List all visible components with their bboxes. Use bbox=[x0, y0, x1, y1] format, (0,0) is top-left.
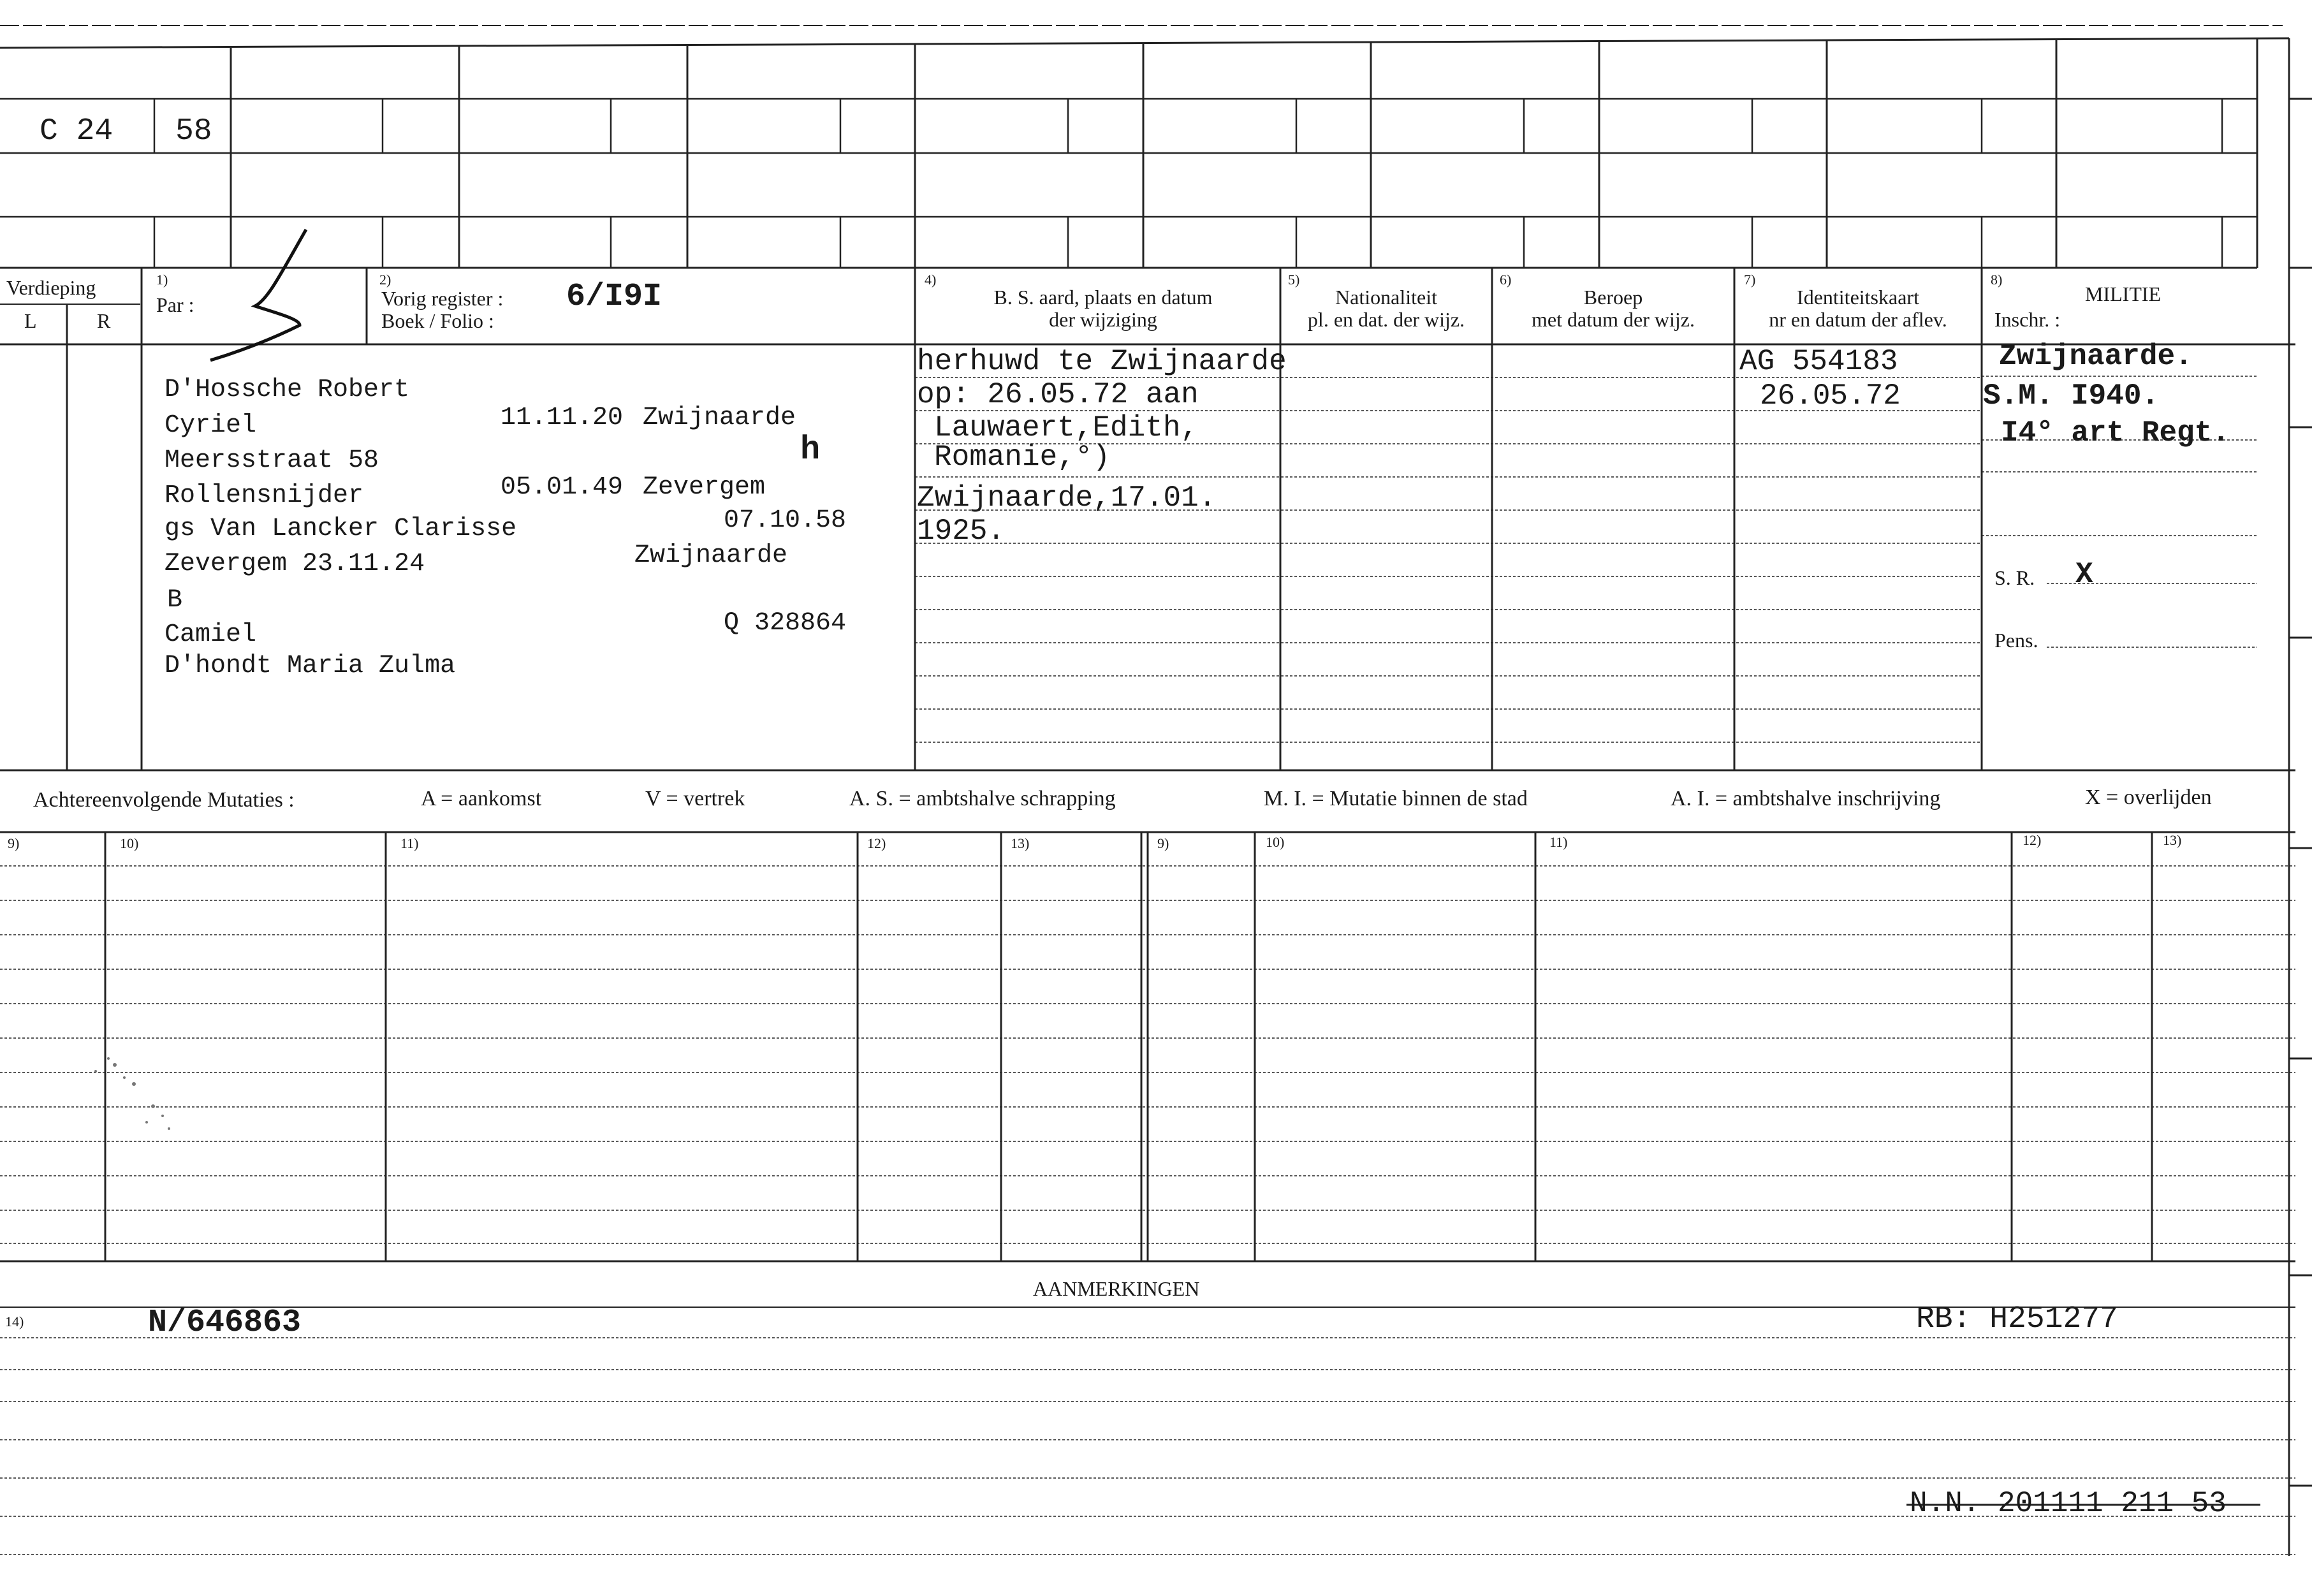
legend-mutatie-binnen-stad: M. I. = Mutatie binnen de stad bbox=[1264, 787, 1528, 810]
bs-header-line2: der wijziging bbox=[1049, 308, 1157, 331]
remarks-title: AANMERKINGEN bbox=[1033, 1277, 1200, 1300]
person-marriage-date: 07.10.58 bbox=[724, 506, 847, 535]
sr-value: X bbox=[2075, 558, 2093, 591]
person-marriage-place: Zwijnaarde bbox=[634, 541, 788, 570]
mutation-col-10-left: 10) bbox=[120, 835, 139, 851]
bs-entry-line6: 1925. bbox=[917, 515, 1006, 548]
remarks-nn-number: N.N. 201111 211 53 bbox=[1910, 1487, 2227, 1520]
bs-entry-line5: Zwijnaarde,17.01. bbox=[917, 481, 1217, 515]
mutation-col-11-left: 11) bbox=[400, 835, 419, 851]
field-number-14: 14) bbox=[5, 1314, 24, 1329]
sr-label: S. R. bbox=[1994, 566, 2035, 589]
legend-overlijden: X = overlijden bbox=[2085, 786, 2212, 809]
field-number-5: 5) bbox=[1288, 272, 1300, 288]
top-grid-code: C 24 bbox=[40, 114, 113, 149]
mutation-col-9-left: 9) bbox=[8, 835, 20, 851]
person-spouse-birth: Zevergem 23.11.24 bbox=[165, 550, 425, 578]
column-r-label: R bbox=[97, 309, 111, 332]
person-firstname: Cyriel bbox=[165, 411, 257, 440]
bs-entry-line3: Lauwaert,Edith, bbox=[934, 411, 1199, 444]
column-l-label: L bbox=[24, 309, 37, 332]
id-card-number: AG 554183 bbox=[1739, 345, 1898, 378]
legend-aankomst: A = aankomst bbox=[421, 787, 542, 810]
person-occupation-place: Zevergem bbox=[643, 473, 766, 502]
mutation-col-13-right: 13) bbox=[2163, 832, 2182, 848]
vorig-register-label: Vorig register : bbox=[381, 287, 504, 310]
par-label: Par : bbox=[156, 293, 194, 316]
field-number-8: 8) bbox=[1991, 272, 2003, 288]
mutation-col-12-right: 12) bbox=[2023, 832, 2042, 848]
field-number-6: 6) bbox=[1500, 272, 1512, 288]
beroep-header-line1: Beroep bbox=[1583, 286, 1643, 309]
identiteitskaart-header-line1: Identiteitskaart bbox=[1797, 286, 1919, 309]
field-number-4: 4) bbox=[925, 272, 937, 288]
vorig-register-value: 6/I9I bbox=[566, 279, 662, 315]
mutation-col-11-right: 11) bbox=[1549, 834, 1568, 850]
person-birth-place: Zwijnaarde bbox=[643, 404, 796, 432]
bs-entry-line1: herhuwd te Zwijnaarde bbox=[917, 345, 1287, 378]
militie-class: S.M. I940. bbox=[1983, 379, 2160, 413]
person-father: Camiel bbox=[165, 620, 257, 649]
bs-header-line1: B. S. aard, plaats en datum bbox=[993, 286, 1213, 309]
remarks-n-number: N/646863 bbox=[148, 1305, 302, 1341]
person-registration-no: Q 328864 bbox=[724, 609, 847, 638]
person-spouse: gs Van Lancker Clarisse bbox=[165, 515, 517, 543]
person-mother: D'hondt Maria Zulma bbox=[165, 652, 456, 680]
legend-ambtshalve-schrapping: A. S. = ambtshalve schrapping bbox=[849, 787, 1116, 810]
person-occupation-date: 05.01.49 bbox=[501, 473, 624, 502]
pens-label: Pens. bbox=[1994, 629, 2038, 652]
nationaliteit-header-line2: pl. en dat. der wijz. bbox=[1307, 308, 1465, 331]
person-letter-b: B bbox=[167, 586, 183, 615]
id-card-date: 26.05.72 bbox=[1760, 379, 1901, 413]
field-number-1: 1) bbox=[156, 272, 168, 288]
field-number-2: 2) bbox=[379, 272, 391, 288]
mutation-col-13-left: 13) bbox=[1011, 835, 1030, 851]
nationaliteit-header-line1: Nationaliteit bbox=[1335, 286, 1437, 309]
beroep-header-line2: met datum der wijz. bbox=[1532, 308, 1695, 331]
remarks-rb-number: RB: H251277 bbox=[1916, 1302, 2118, 1336]
hand-mark: h bbox=[800, 431, 821, 469]
militie-place: Zwijnaarde. bbox=[1999, 340, 2193, 373]
militie-header: MILITIE bbox=[2085, 282, 2162, 305]
person-occupation: Rollensnijder bbox=[165, 481, 364, 510]
inschr-label: Inschr. : bbox=[1994, 308, 2061, 331]
mutation-col-9-right: 9) bbox=[1157, 835, 1169, 851]
boek-folio-label: Boek / Folio : bbox=[381, 309, 494, 332]
person-birth-date: 11.11.20 bbox=[501, 404, 624, 432]
mutation-col-10-right: 10) bbox=[1266, 834, 1285, 850]
legend-ambtshalve-inschrijving: A. I. = ambtshalve inschrijving bbox=[1671, 787, 1941, 810]
militie-regiment: I4° art Regt. bbox=[2001, 416, 2230, 450]
verdieping-label: Verdieping bbox=[6, 276, 96, 299]
top-grid-number: 58 bbox=[175, 114, 212, 149]
identiteitskaart-header-line2: nr en datum der aflev. bbox=[1769, 308, 1947, 331]
mutation-col-12-left: 12) bbox=[867, 835, 886, 851]
signature-mark bbox=[210, 230, 306, 360]
bs-entry-line2: op: 26.05.72 aan bbox=[917, 378, 1199, 411]
person-name: D'Hossche Robert bbox=[165, 376, 410, 404]
mutations-title: Achtereenvolgende Mutaties : bbox=[33, 788, 295, 812]
person-address: Meersstraat 58 bbox=[165, 446, 379, 475]
legend-vertrek: V = vertrek bbox=[645, 787, 745, 810]
field-number-7: 7) bbox=[1744, 272, 1756, 288]
bs-entry-line4: Romanie,°) bbox=[934, 441, 1111, 474]
